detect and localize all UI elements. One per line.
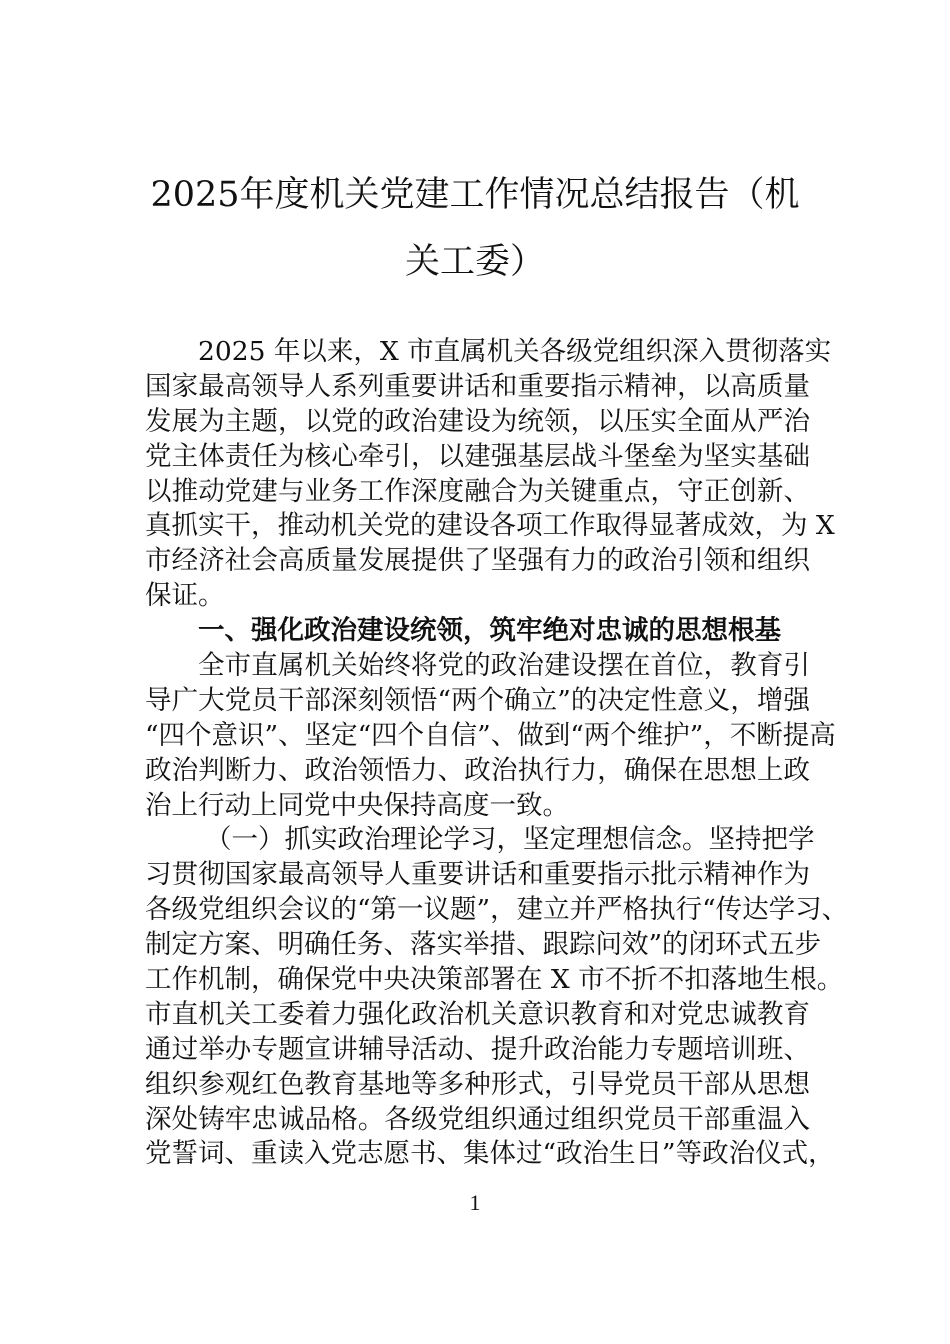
text-line: 以推动党建与业务工作深度融合为关键重点，守正创新、 bbox=[145, 475, 810, 507]
paragraph bbox=[145, 649, 836, 823]
text-line: 习贯彻国家最高领导人重要讲话和重要指示批示精神作为 bbox=[145, 859, 810, 891]
text-line: 治上行动上同党中央保持高度一致。 bbox=[145, 789, 569, 821]
text-line: 组织参观红色教育基地等多种形式，引导党员干部从思想 bbox=[145, 1068, 810, 1100]
text-line: 国家最高领导人系列重要讲话和重要指示精神，以高质量 bbox=[145, 370, 810, 402]
text-line: 党主体责任为核心牵引，以建强基层战斗堡垒为坚实基础 bbox=[145, 440, 810, 472]
text-line: 2025 年以来，X 市直属机关各级党组织深入贯彻落实 bbox=[198, 336, 832, 367]
text-line: 保证。 bbox=[145, 580, 225, 612]
text-line: 工作机制，确保党中央决策部署在 X 市不折不扣落地生根。 bbox=[145, 964, 844, 996]
paragraph bbox=[145, 335, 835, 614]
text-line: “四个意识”、坚定“四个自信”、做到“两个维护”，不断提高 bbox=[145, 719, 836, 751]
document-title-line-1: 2025年度机关党建工作情况总结报告（机 bbox=[150, 175, 800, 215]
paragraph bbox=[145, 823, 849, 1172]
document-title-line-2: 关工委） bbox=[404, 242, 545, 282]
text-line: 通过举办专题宣讲辅导活动、提升政治能力专题培训班、 bbox=[145, 1033, 810, 1065]
text-line: 导广大党员干部深刻领悟“两个确立”的决定性意义，增强 bbox=[145, 684, 810, 716]
section-heading bbox=[145, 614, 810, 649]
text-line: 全市直属机关始终将党的政治建设摆在首位，教育引 bbox=[198, 650, 810, 682]
text-line: 深处铸牢忠诚品格。各级党组织通过组织党员干部重温入 bbox=[145, 1103, 810, 1135]
document-body bbox=[145, 335, 849, 1172]
text-line: 制定方案、明确任务、落实举措、跟踪问效”的闭环式五步 bbox=[145, 929, 822, 961]
text-line: 政治判断力、政治领悟力、政治执行力，确保在思想上政 bbox=[145, 754, 810, 786]
text-line: （一）抓实政治理论学习，坚定理想信念。坚持把学 bbox=[205, 824, 815, 856]
text-line: 市直机关工委着力强化政治机关意识教育和对党忠诚教育 bbox=[145, 998, 810, 1030]
text-line: 真抓实干，推动机关党的建设各项工作取得显著成效，为 X bbox=[145, 510, 835, 542]
page-number: 1 bbox=[469, 1190, 481, 1215]
text-line: 发展为主题，以党的政治建设为统领，以压实全面从严治 bbox=[145, 405, 810, 437]
text-line: 各级党组织会议的“第一议题”，建立并严格执行“传达学习、 bbox=[145, 894, 849, 926]
text-line: 一、强化政治建设统领，筑牢绝对忠诚的思想根基 bbox=[198, 615, 781, 647]
text-line: 市经济社会高质量发展提供了坚强有力的政治引领和组织 bbox=[145, 545, 810, 577]
text-line: 党誓词、重读入党志愿书、集体过“政治生日”等政治仪式， bbox=[145, 1138, 835, 1170]
